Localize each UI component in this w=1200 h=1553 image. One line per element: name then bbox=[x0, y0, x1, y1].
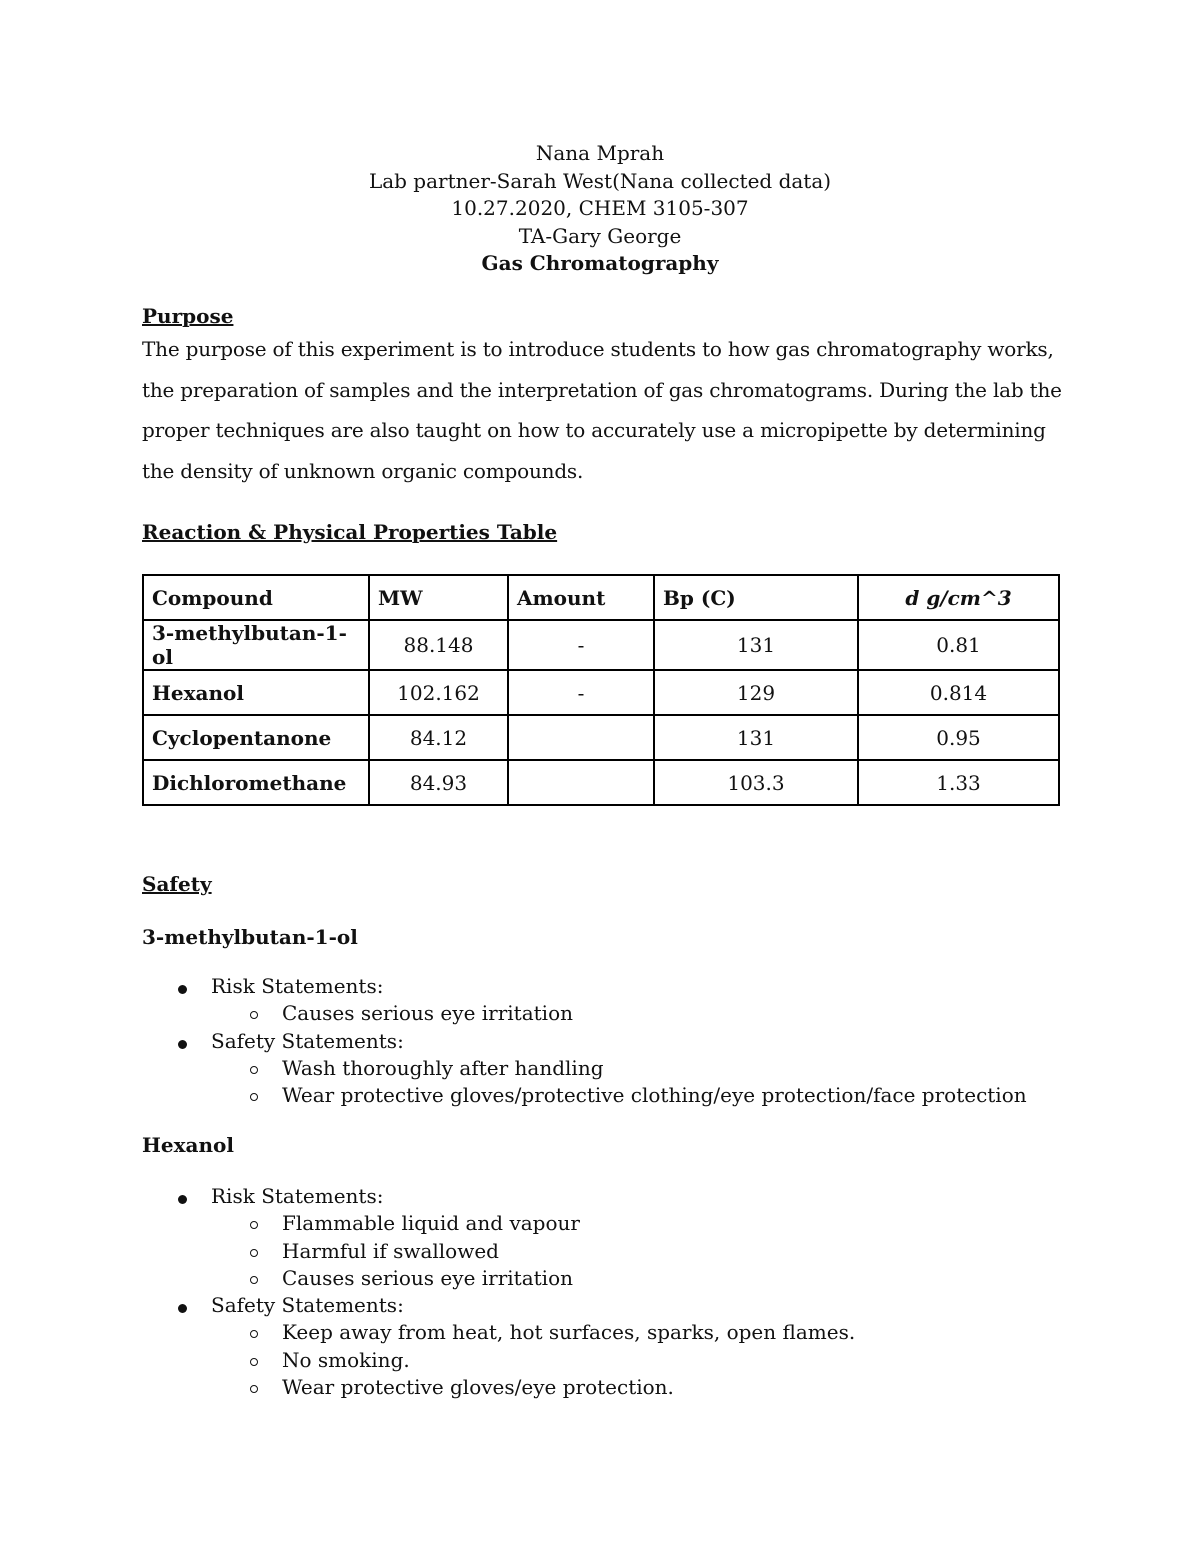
hollow-bullet-icon bbox=[250, 1011, 258, 1019]
table-heading: Reaction & Physical Properties Table bbox=[142, 520, 558, 544]
date-course: 10.27.2020, CHEM 3105-307 bbox=[451, 196, 749, 220]
table-cell: Hexanol bbox=[143, 670, 369, 715]
list-item bbox=[0, 1374, 855, 1401]
filled-bullet-icon bbox=[178, 985, 187, 994]
column-header: Bp (C) bbox=[654, 575, 858, 620]
compound-heading: 3-methylbutan-1-ol bbox=[142, 925, 358, 949]
list-item bbox=[0, 1210, 855, 1237]
table-row bbox=[143, 670, 1059, 715]
table-cell: 84.93 bbox=[369, 760, 508, 805]
table-cell: 0.95 bbox=[858, 715, 1059, 760]
list-item-label: Risk Statements: bbox=[211, 974, 384, 998]
table-row bbox=[143, 715, 1059, 760]
table-cell: 131 bbox=[654, 620, 858, 670]
list-item bbox=[0, 1347, 855, 1374]
list-item bbox=[0, 1265, 855, 1292]
table-cell: 0.814 bbox=[858, 670, 1059, 715]
filled-bullet-icon bbox=[178, 1195, 187, 1204]
hollow-bullet-icon bbox=[250, 1249, 258, 1257]
hollow-bullet-icon bbox=[250, 1385, 258, 1393]
table-cell: Cyclopentanone bbox=[143, 715, 369, 760]
table-cell: 3-methylbutan-1-ol bbox=[143, 620, 369, 670]
list-item bbox=[0, 1183, 855, 1210]
hollow-bullet-icon bbox=[250, 1066, 258, 1074]
list-item-label: Safety Statements: bbox=[211, 1028, 404, 1053]
list-item-text: Keep away from heat, hot surfaces, sparks, open flames. bbox=[282, 1320, 856, 1345]
hollow-bullet-icon bbox=[250, 1093, 258, 1101]
list-item-label: Safety Statements: bbox=[211, 1293, 404, 1318]
list-item-text: Causes serious eye irritation bbox=[282, 1265, 573, 1290]
compound-heading: Hexanol bbox=[142, 1133, 234, 1157]
hollow-bullet-icon bbox=[250, 1358, 258, 1366]
table-cell: 131 bbox=[654, 715, 858, 760]
table-cell bbox=[508, 715, 654, 760]
safety-list bbox=[0, 973, 1027, 1109]
column-header: MW bbox=[369, 575, 508, 620]
hollow-bullet-icon bbox=[250, 1276, 258, 1284]
table-cell: - bbox=[508, 670, 654, 715]
safety-heading: Safety bbox=[142, 872, 212, 896]
list-item-text: Wear protective gloves/protective clothing/eye protection/face protection bbox=[282, 1083, 1027, 1108]
document-header bbox=[0, 140, 1200, 278]
table-cell: - bbox=[508, 620, 654, 670]
hollow-bullet-icon bbox=[250, 1221, 258, 1229]
list-item bbox=[0, 973, 1027, 1000]
table-cell: 0.81 bbox=[858, 620, 1059, 670]
table-cell: 103.3 bbox=[654, 760, 858, 805]
list-item bbox=[0, 1319, 855, 1346]
list-item-text: Wear protective gloves/eye protection. bbox=[282, 1375, 674, 1400]
properties-table bbox=[142, 574, 1060, 806]
lab-partner: Lab partner-Sarah West(Nana collected data) bbox=[368, 168, 832, 193]
list-item-label: Risk Statements: bbox=[211, 1184, 384, 1208]
table-cell: 1.33 bbox=[858, 760, 1059, 805]
list-item-text: Causes serious eye irritation bbox=[282, 1001, 573, 1026]
purpose-paragraph: The purpose of this experiment is to introduce students to how gas chromatography works, the preparation of samples and the interpretation of gas chromatograms. During the lab the proper techniques are also taught on how to accurately use a micropipette by determining the density of unknown organic compounds. bbox=[142, 337, 1062, 483]
filled-bullet-icon bbox=[178, 1040, 187, 1049]
purpose-heading: Purpose bbox=[142, 304, 234, 328]
document-title: Gas Chromatography bbox=[481, 251, 719, 275]
list-item bbox=[0, 1238, 855, 1265]
author-name: Nana Mprah bbox=[535, 141, 665, 165]
table-cell: 102.162 bbox=[369, 670, 508, 715]
list-item-text: Wash thoroughly after handling bbox=[282, 1055, 604, 1080]
hollow-bullet-icon bbox=[250, 1330, 258, 1338]
list-item-text: Flammable liquid and vapour bbox=[282, 1211, 580, 1236]
safety-list bbox=[0, 1183, 855, 1401]
list-item bbox=[0, 1055, 1027, 1082]
table-cell: 84.12 bbox=[369, 715, 508, 760]
list-item bbox=[0, 1028, 1027, 1055]
table-cell bbox=[508, 760, 654, 805]
list-item bbox=[0, 1292, 855, 1319]
teaching-assistant: TA-Gary George bbox=[518, 223, 682, 248]
column-header: Amount bbox=[508, 575, 654, 620]
list-item-text: No smoking. bbox=[282, 1347, 410, 1372]
column-header: d g/cm^3 bbox=[858, 575, 1059, 620]
table-row bbox=[143, 620, 1059, 670]
list-item bbox=[0, 1000, 1027, 1027]
table-cell: 129 bbox=[654, 670, 858, 715]
table-cell: 88.148 bbox=[369, 620, 508, 670]
list-item bbox=[0, 1082, 1027, 1109]
list-item-text: Harmful if swallowed bbox=[282, 1238, 499, 1263]
column-header: Compound bbox=[143, 575, 369, 620]
filled-bullet-icon bbox=[178, 1304, 187, 1313]
table-cell: Dichloromethane bbox=[143, 760, 369, 805]
table-header-row bbox=[143, 575, 1059, 620]
table-row bbox=[143, 760, 1059, 805]
